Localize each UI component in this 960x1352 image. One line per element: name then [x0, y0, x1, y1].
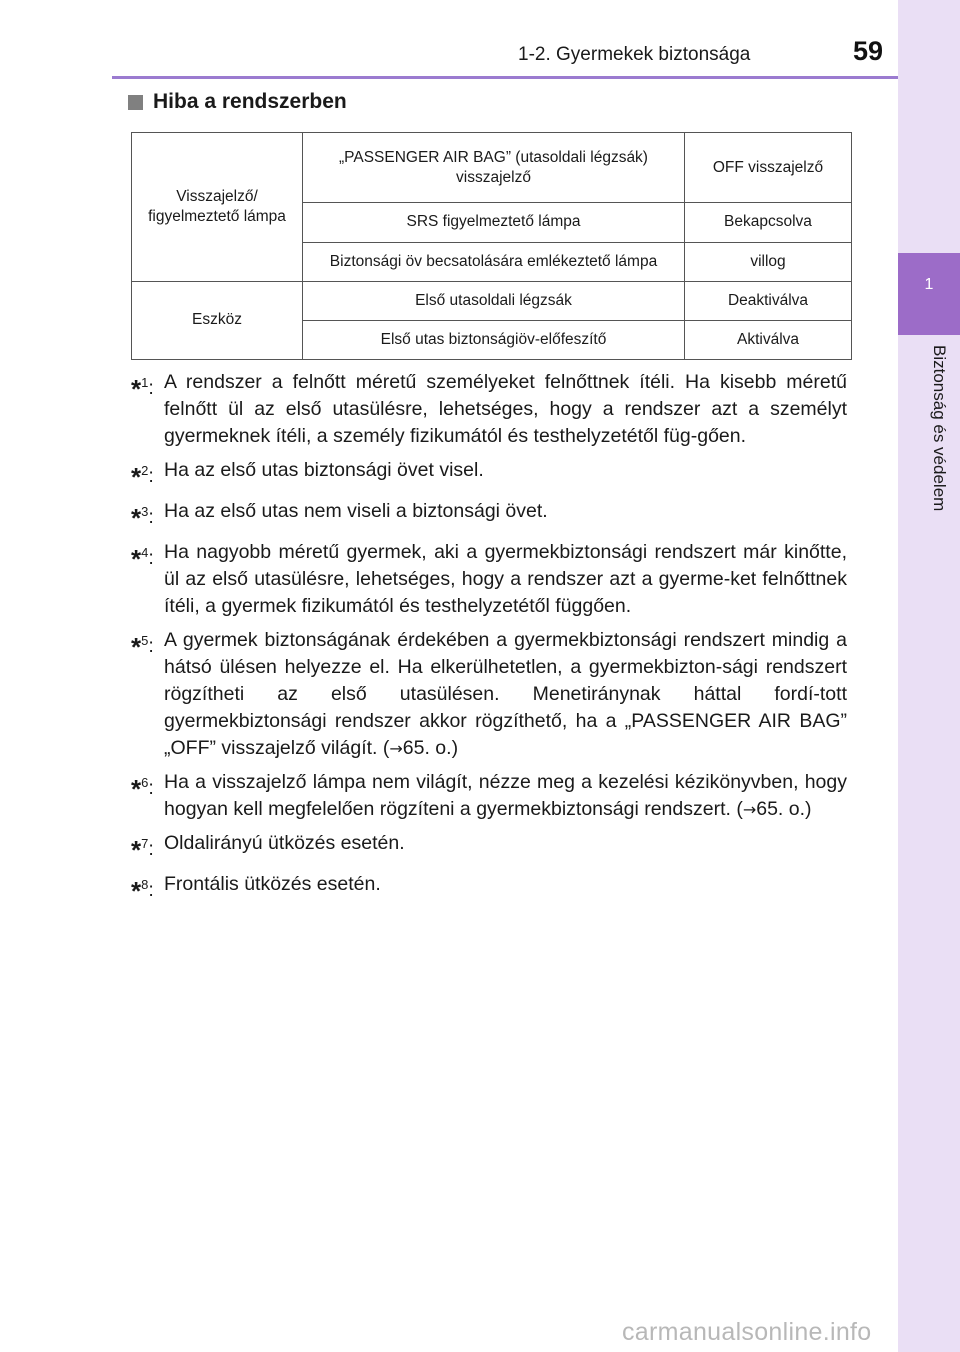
table-status-cell: Deaktiválva	[685, 281, 852, 320]
table-row	[132, 133, 852, 203]
footnote	[131, 369, 847, 450]
right-arrow-icon: →	[389, 739, 403, 758]
right-arrow-icon: →	[742, 800, 757, 819]
table-item-cell: „PASSENGER AIR BAG” (utasoldali légzsák) visszajelző	[303, 133, 685, 203]
chapter-tab	[898, 253, 960, 335]
table-status-cell: villog	[685, 242, 852, 281]
section-heading	[128, 90, 347, 114]
footnote	[131, 871, 847, 905]
table-status-cell: OFF visszajelző	[685, 133, 852, 203]
table-status-cell: Aktiválva	[685, 320, 852, 359]
table-item-cell: Első utasoldali légzsák	[303, 281, 685, 320]
table-group-cell: Eszköz	[132, 281, 303, 359]
footnote	[131, 627, 847, 762]
footnote-marker: *$^4$:	[131, 544, 154, 574]
table-item-cell: SRS figyelmeztető lámpa	[303, 203, 685, 242]
footnote-marker: *$^1$:	[131, 374, 154, 404]
running-header: 1-2. Gyermekek biztonsága	[518, 44, 751, 65]
footnote-text: Frontális ütközés esetén.	[164, 873, 381, 895]
footnote-text: Ha a visszajelző lámpa nem világít, nézze meg a kezelési kézikönyvben, hogy hogyan kell megfelelően rögzíteni a gyermekbiztonsági rendszert. (→65. o.)	[164, 771, 847, 820]
footnote-text: Oldalirányú ütközés esetén.	[164, 832, 405, 854]
section-heading-text: Hiba a rendszerben	[153, 90, 347, 113]
footnote-marker: *$^2$:	[131, 462, 154, 492]
footnote	[131, 539, 847, 620]
page-reference: 65. o.)	[756, 798, 812, 820]
table-status-cell: Bekapcsolva	[685, 203, 852, 242]
footnote-text: Ha az első utas biztonsági övet visel.	[164, 459, 484, 481]
page-reference: 65. o.)	[402, 737, 459, 759]
footnote	[131, 498, 847, 532]
table-group-cell: Visszajelző/ figyelmeztető lámpa	[132, 133, 303, 282]
footnote-text: A rendszer a felnőtt méretű személyeket felnőttnek ítéli. Ha kisebb méretű felnőtt ül az első utasülésre, lehetséges, hogy a rendszer azt a személyt gyermeknek ítéli, a személy fizikumától és testhelyzetétől füg-gően.	[164, 371, 847, 447]
footnote	[131, 769, 847, 823]
footnote	[131, 457, 847, 491]
square-bullet-icon	[128, 95, 143, 110]
footnotes	[131, 369, 847, 912]
chapter-number: 1	[924, 276, 934, 293]
chapter-title: Biztonság és védelem	[930, 345, 949, 512]
footnote-marker: *$^3$:	[131, 503, 154, 533]
footnote-text: Ha az első utas nem viseli a biztonsági övet.	[164, 500, 548, 522]
footnote-text: A gyermek biztonságának érdekében a gyermekbiztonsági rendszert mindig a hátsó ülésen helyezze el. Ha elkerülhetetlen, a gyermekbizton-sági rendszert rögzítheti az első utasülésen. Menetiránynak háttal fordí-tott gyermekbiztonsági rendszer akkor rögzíthető, ha a „PASSENGER AIR BAG” „OFF” visszajelző világít. (→65. o.)	[164, 629, 847, 759]
table-item-cell: Biztonsági öv becsatolására emlékeztető lámpa	[303, 242, 685, 281]
watermark: carmanualsonline.info	[622, 1318, 872, 1346]
status-table	[131, 132, 852, 360]
footnote-marker: *$^7$:	[131, 835, 154, 865]
footnote-text: Ha nagyobb méretű gyermek, aki a gyermekbiztonsági rendszert már kinőtte, ül az első utasülésre, lehetséges, hogy a rendszer azt a gyerme-ket felnőttnek ítéli, a gyermek fizikumától és testhelyzetétől függően.	[164, 541, 847, 617]
footnote-marker: *$^6$:	[131, 774, 154, 804]
header-rule	[112, 76, 898, 79]
side-tab-background	[898, 0, 960, 1352]
table-row	[132, 281, 852, 320]
footnote-marker: *$^5$:	[131, 632, 154, 662]
page-number: 59	[853, 36, 884, 66]
footnote	[131, 830, 847, 864]
table-item-cell: Első utas biztonságiöv-előfeszítő	[303, 320, 685, 359]
footnote-marker: *$^8$:	[131, 876, 154, 906]
